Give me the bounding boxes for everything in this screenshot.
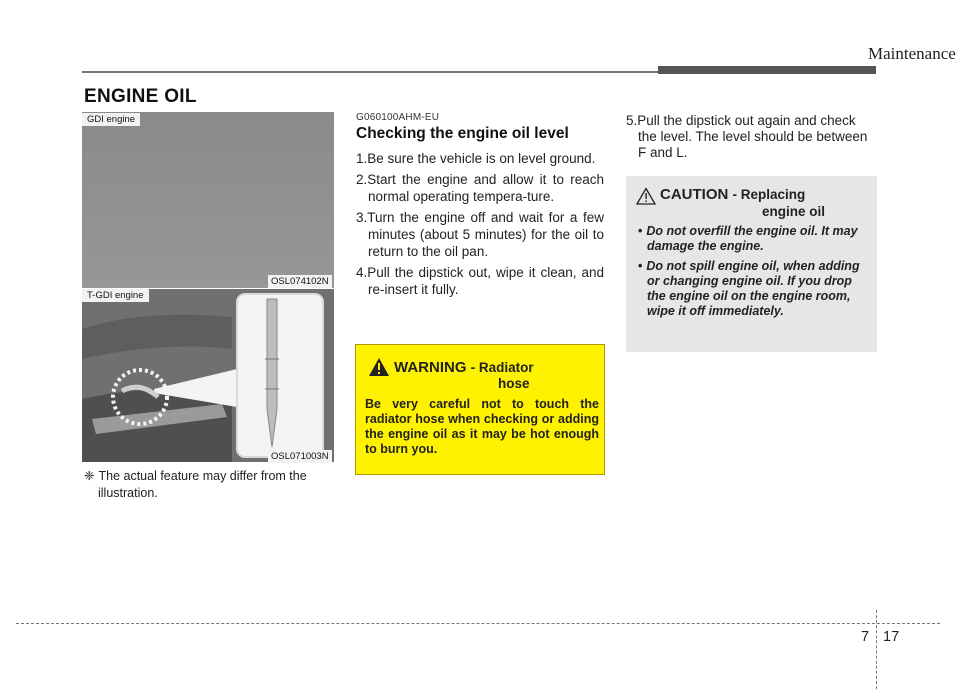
footer-divider bbox=[876, 610, 877, 689]
caution-item: • Do not overfill the engine oil. It may damage the engine. bbox=[638, 224, 858, 253]
caution-label: CAUTION bbox=[660, 186, 729, 203]
document-code: G060100AHM-EU bbox=[356, 112, 440, 123]
gdi-engine-label: GDI engine bbox=[82, 113, 140, 126]
caution-item: • Do not spill engine oil, when adding or changing engine oil. If you drop the engine oil on the engine room, wipe it off immediately. bbox=[638, 259, 860, 318]
gdi-engine-illustration bbox=[82, 112, 334, 288]
tgdi-image-code: OSL071003N bbox=[268, 450, 332, 463]
header-bar bbox=[658, 66, 876, 74]
step-item: 4.Pull the dipstick out, wipe it clean, and re-insert it fully. bbox=[356, 265, 604, 297]
warning-title bbox=[394, 359, 534, 376]
tgdi-engine-illustration bbox=[82, 289, 334, 462]
caution-triangle-icon bbox=[636, 187, 656, 205]
warning-subtitle: - Radiator bbox=[470, 360, 534, 375]
warning-label: WARNING bbox=[394, 359, 467, 376]
step-item: 2.Start the engine and allow it to reach normal operating tempera-ture. bbox=[356, 172, 604, 204]
chapter-number: 7 bbox=[861, 629, 870, 645]
page-title: ENGINE OIL bbox=[84, 86, 197, 107]
page-number: 17 bbox=[883, 629, 900, 645]
gdi-image-code: OSL074102N bbox=[268, 275, 332, 288]
warning-text: Be very careful not to touch the radiator hose when checking or adding the engine oil as it may be hot enough to burn you. bbox=[365, 397, 599, 456]
warning-box bbox=[355, 344, 605, 475]
note-symbol: ❈ bbox=[84, 469, 95, 483]
footer-rule bbox=[16, 623, 940, 624]
header-rule bbox=[82, 71, 658, 73]
tgdi-engine-label: T-GDI engine bbox=[82, 289, 149, 302]
gdi-engine-image bbox=[82, 112, 334, 288]
step-item: 1.Be sure the vehicle is on level ground. bbox=[356, 151, 596, 166]
step-item-5: 5.Pull the dipstick out again and check the level. The level should be between F and L. bbox=[626, 113, 868, 160]
note-text: The actual feature may differ from the illustration. bbox=[98, 469, 307, 500]
tgdi-engine-image bbox=[82, 289, 334, 462]
step-item: 3.Turn the engine off and wait for a few minutes (about 5 minutes) for the oil to return to the oil pan. bbox=[356, 210, 604, 259]
warning-triangle-icon bbox=[368, 357, 390, 377]
illustration-note bbox=[84, 468, 336, 502]
caution-title bbox=[660, 186, 805, 203]
caution-subtitle: - Replacing bbox=[732, 187, 806, 202]
caution-box bbox=[626, 176, 877, 352]
section-title: Maintenance bbox=[868, 44, 956, 63]
procedure-steps bbox=[356, 150, 604, 302]
section-heading: Checking the engine oil level bbox=[356, 125, 569, 142]
caution-subtitle-cont: engine oil bbox=[762, 204, 826, 219]
caution-list bbox=[634, 224, 872, 324]
warning-subtitle-cont: hose bbox=[498, 376, 530, 391]
